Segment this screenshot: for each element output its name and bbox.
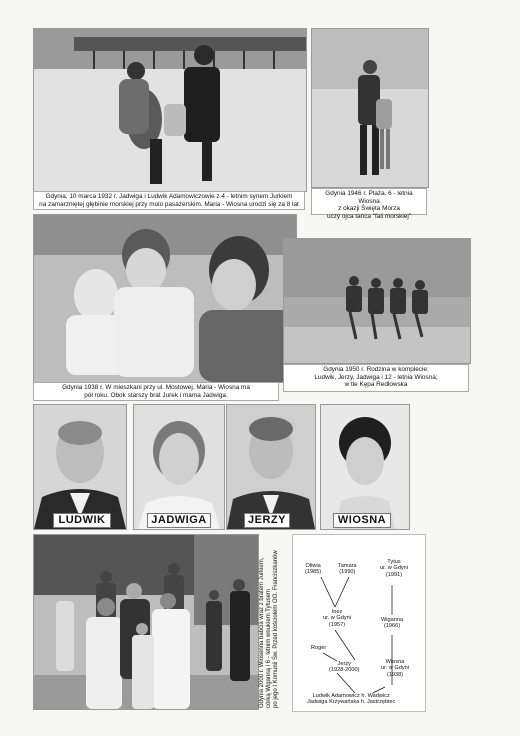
caption-church-2000: Gdynia 2000 r. Wiosenna babcia wraz z bratem Jurkiem, córką Wiganną i 6 - letnim wnukiem Tytusem po jego I Komunii Św. Przed kościołem OO. Franciszkanów: [259, 550, 279, 708]
photo-beach-1946: [311, 28, 429, 188]
photo-pier-1932: [33, 28, 307, 192]
tree-node-oliwia: Oliwia (1985): [305, 563, 322, 576]
name-label-jadwiga: JADWIGA: [147, 513, 211, 528]
name-label-wiosna: WIOSNA: [333, 513, 391, 528]
tree-node-roger: Roger: [311, 645, 327, 651]
tree-node-wiganna: Wiganna (1966): [381, 617, 404, 630]
name-label-ludwik: LUDWIK: [53, 513, 111, 528]
tree-node-inez: Inez ur. w Gdyni (1957): [323, 609, 351, 628]
name-label-jerzy: JERZY: [244, 513, 290, 528]
photo-family-1938: [33, 214, 297, 383]
caption-pier-1932: Gdynia, 10 marca 1932 r. Jadwiga i Ludwik Adamowiczowie z 4 - letnim synem Jurkiem na zamarzniętej głębinie morskiej przy molo pasażerskim. Maria - Wiosna urodzi się za 8 lat: [33, 191, 305, 210]
family-tree: [292, 534, 426, 712]
portrait-jerzy: [226, 404, 316, 530]
tree-node-jerzy: Jerzy (1928-2000): [329, 661, 360, 674]
portrait-wiosna: [320, 404, 410, 530]
tree-node-tamara: Tamara (1990): [338, 563, 357, 576]
portrait-jadwiga: [133, 404, 225, 530]
portrait-ludwik: [33, 404, 127, 530]
tree-node-parents: Ludwik Adamowicz h. Wadwicz Jadwiga Krzywańska h. Jastrzębiec: [307, 693, 396, 706]
photo-family-1950: [283, 238, 471, 364]
caption-beach-1946: Gdynia 1946 r. Plaża. 6 - letnia Wiosna z okazji Święta Morza uczy ojca tańca "fali morskiej": [311, 188, 427, 215]
photo-church-2000: [33, 534, 259, 710]
tree-node-tytus: Tytus ur. w Gdyni (1991): [380, 559, 408, 578]
caption-family-1950: Gdynia 1950 r. Rodzina w komplecie: Ludwik, Jerzy, Jadwiga i 12 - letnia Wiosna; w tle Kępa Redłowska: [283, 364, 469, 392]
caption-family-1938: Gdynia 1938 r. W mieszkani przy ul. Mostowej. Maria - Wiosna ma pół roku. Obok starszy brat Jurek i mama Jadwiga.: [33, 382, 279, 401]
tree-node-wiosna: Wiosna ur. w Gdyni (1938): [381, 659, 409, 678]
